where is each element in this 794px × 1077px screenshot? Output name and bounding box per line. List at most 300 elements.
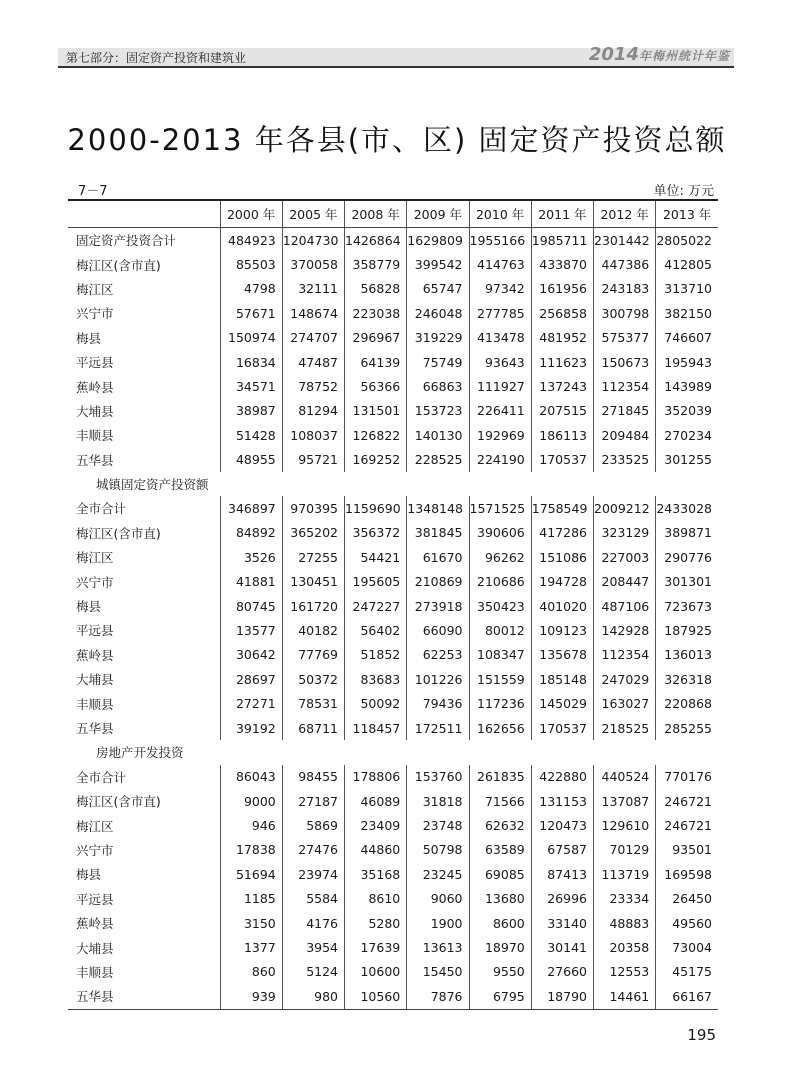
cell-value: 207515: [531, 399, 593, 423]
cell-value: 135678: [531, 643, 593, 667]
table-row: [68, 935, 718, 959]
cell-value: 412805: [656, 252, 718, 276]
cell-value: 399542: [407, 252, 469, 276]
row-label: 梅江区(含市直): [76, 525, 161, 541]
cell-value: 112354: [594, 374, 656, 398]
cell-value: 208447: [594, 569, 656, 593]
table-row: [68, 228, 718, 253]
cell-value: 18790: [531, 984, 593, 1009]
cell-value: 23974: [282, 862, 344, 886]
cell-value: 161956: [531, 277, 593, 301]
cell-value: 62253: [407, 643, 469, 667]
row-label: 全市合计: [76, 501, 127, 517]
cell-value: 1758549: [531, 496, 593, 520]
cell-value: 770176: [656, 765, 718, 789]
cell-value: 246048: [407, 301, 469, 325]
cell-value: 273918: [407, 594, 469, 618]
cell-value: 161720: [282, 594, 344, 618]
unit-label: 单位: 万元: [653, 184, 714, 199]
cell-value: 48883: [594, 911, 656, 935]
cell-value: 226411: [469, 399, 531, 423]
cell-value: 169598: [656, 862, 718, 886]
cell-value: 28697: [220, 667, 282, 691]
cell-value: 1955166: [469, 228, 531, 253]
cell-value: 33140: [531, 911, 593, 935]
cell-value: 54421: [345, 545, 407, 569]
cell-value: 44860: [345, 838, 407, 862]
cell-value: 270234: [656, 423, 718, 447]
cell-value: 27476: [282, 838, 344, 862]
cell-value: 67587: [531, 838, 593, 862]
cell-value: 23748: [407, 813, 469, 837]
row-label: 兴宁市: [76, 574, 114, 590]
cell-value: 301255: [656, 448, 718, 472]
cell-value: 51694: [220, 862, 282, 886]
row-label: 平远县: [76, 355, 114, 371]
cell-value: 69085: [469, 862, 531, 886]
cell-value: 1185: [220, 887, 282, 911]
cell-value: 75749: [407, 350, 469, 374]
column-header-year: 2011 年: [531, 200, 593, 228]
table-row: [68, 691, 718, 715]
cell-value: 31818: [407, 789, 469, 813]
column-header-year: 2000 年: [220, 200, 282, 228]
cell-value: 243183: [594, 277, 656, 301]
cell-value: 5584: [282, 887, 344, 911]
cell-value: 109123: [531, 618, 593, 642]
cell-value: 4176: [282, 911, 344, 935]
page-title: 2000-2013 年各县(市、区) 固定资产投资总额: [67, 123, 727, 157]
cell-value: 170537: [531, 448, 593, 472]
cell-value: 9060: [407, 887, 469, 911]
cell-value: 218525: [594, 716, 656, 740]
cell-value: 126822: [345, 423, 407, 447]
row-label: 兴宁市: [76, 842, 114, 858]
cell-value: 15450: [407, 960, 469, 984]
cell-value: 12553: [594, 960, 656, 984]
cell-value: 192969: [469, 423, 531, 447]
cell-value: 417286: [531, 521, 593, 545]
cell-value: 13680: [469, 887, 531, 911]
cell-value: 401020: [531, 594, 593, 618]
cell-value: 26450: [656, 887, 718, 911]
cell-value: 131153: [531, 789, 593, 813]
cell-value: 285255: [656, 716, 718, 740]
investment-table: [68, 199, 718, 1010]
cell-value: 414763: [469, 252, 531, 276]
cell-value: 277785: [469, 301, 531, 325]
table-row: [68, 813, 718, 837]
cell-value: 86043: [220, 765, 282, 789]
cell-value: 51428: [220, 423, 282, 447]
cell-value: 1571525: [469, 496, 531, 520]
cell-value: 64139: [345, 350, 407, 374]
cell-value: 77769: [282, 643, 344, 667]
row-label: 蕉岭县: [76, 647, 114, 663]
cell-value: 10560: [345, 984, 407, 1009]
column-header-year: 2012 年: [594, 200, 656, 228]
cell-value: 346897: [220, 496, 282, 520]
column-header-year: 2009 年: [407, 200, 469, 228]
table-row: [68, 838, 718, 862]
cell-value: 23245: [407, 862, 469, 886]
cell-value: 433870: [531, 252, 593, 276]
row-label: 全市合计: [76, 769, 127, 785]
cell-value: 4798: [220, 277, 282, 301]
cell-value: 71566: [469, 789, 531, 813]
cell-value: 151559: [469, 667, 531, 691]
row-label: 五华县: [68, 984, 220, 1009]
table-body: [68, 228, 718, 1010]
cell-value: 390606: [469, 521, 531, 545]
cell-value: 66090: [407, 618, 469, 642]
cell-value: 2009212: [594, 496, 656, 520]
cell-value: 27255: [282, 545, 344, 569]
row-label: 兴宁市: [76, 306, 114, 322]
table-header-row: [68, 200, 718, 228]
row-label: 梅江区: [76, 550, 114, 566]
cell-value: 5869: [282, 813, 344, 837]
table-row: [68, 496, 718, 520]
column-header-year: 2008 年: [345, 200, 407, 228]
cell-value: 296967: [345, 326, 407, 350]
cell-value: 575377: [594, 326, 656, 350]
cell-value: 228525: [407, 448, 469, 472]
cell-value: 65747: [407, 277, 469, 301]
cell-value: 95721: [282, 448, 344, 472]
cell-value: 87413: [531, 862, 593, 886]
cell-value: 185148: [531, 667, 593, 691]
cell-value: 178806: [345, 765, 407, 789]
cell-value: 946: [220, 813, 282, 837]
cell-value: 300798: [594, 301, 656, 325]
cell-value: 2433028: [656, 496, 718, 520]
cell-value: 382150: [656, 301, 718, 325]
cell-value: 46089: [345, 789, 407, 813]
cell-value: 440524: [594, 765, 656, 789]
cell-value: 3150: [220, 911, 282, 935]
cell-value: 210686: [469, 569, 531, 593]
cell-value: 370058: [282, 252, 344, 276]
cell-value: 447386: [594, 252, 656, 276]
cell-value: 746607: [656, 326, 718, 350]
cell-value: 326318: [656, 667, 718, 691]
cell-value: 38987: [220, 399, 282, 423]
cell-value: 14461: [594, 984, 656, 1009]
cell-value: 5124: [282, 960, 344, 984]
cell-value: 150673: [594, 350, 656, 374]
cell-value: 131501: [345, 399, 407, 423]
cell-value: 163027: [594, 691, 656, 715]
row-label: 梅县: [76, 599, 102, 615]
cell-value: 130451: [282, 569, 344, 593]
cell-value: 61670: [407, 545, 469, 569]
cell-value: 413478: [469, 326, 531, 350]
cell-value: 96262: [469, 545, 531, 569]
cell-value: 290776: [656, 545, 718, 569]
yearbook-name: [589, 44, 730, 65]
cell-value: 1377: [220, 935, 282, 959]
cell-value: 17639: [345, 935, 407, 959]
yearbook-year: 2014: [588, 44, 639, 65]
row-label: 蕉岭县: [76, 916, 114, 932]
cell-value: 80745: [220, 594, 282, 618]
table-row: [68, 399, 718, 423]
cell-value: 50798: [407, 838, 469, 862]
row-label: 大埔县: [76, 403, 114, 419]
cell-value: 117236: [469, 691, 531, 715]
cell-value: 301301: [656, 569, 718, 593]
cell-value: 13577: [220, 618, 282, 642]
table-row: [68, 326, 718, 350]
cell-value: 352039: [656, 399, 718, 423]
cell-value: 247227: [345, 594, 407, 618]
cell-value: 1159690: [345, 496, 407, 520]
running-header: [58, 44, 734, 68]
table-row: [68, 448, 718, 472]
table-row: [68, 569, 718, 593]
column-header-year: 2005 年: [282, 200, 344, 228]
column-header-label: [68, 200, 220, 228]
table-row: [68, 960, 718, 984]
cell-value: 142928: [594, 618, 656, 642]
cell-value: 150974: [220, 326, 282, 350]
cell-value: 78531: [282, 691, 344, 715]
cell-value: 723673: [656, 594, 718, 618]
table-row: [68, 521, 718, 545]
cell-value: 170537: [531, 716, 593, 740]
cell-value: 256858: [531, 301, 593, 325]
cell-value: 108037: [282, 423, 344, 447]
cell-value: 140130: [407, 423, 469, 447]
row-label: 丰顺县: [76, 428, 114, 444]
cell-value: 151086: [531, 545, 593, 569]
table-row: [68, 862, 718, 886]
cell-value: 137243: [531, 374, 593, 398]
cell-value: 66167: [656, 984, 718, 1009]
row-label: 梅县: [76, 330, 102, 346]
cell-value: 10600: [345, 960, 407, 984]
cell-value: 13613: [407, 935, 469, 959]
section-row: [68, 472, 718, 496]
cell-value: 16834: [220, 350, 282, 374]
row-label: 丰顺县: [76, 696, 114, 712]
cell-value: 195605: [345, 569, 407, 593]
cell-value: 32111: [282, 277, 344, 301]
row-label: 五华县: [76, 721, 114, 736]
table-row: [68, 618, 718, 642]
table-row: [68, 594, 718, 618]
cell-value: 34571: [220, 374, 282, 398]
table-row: [68, 277, 718, 301]
cell-value: 246721: [656, 813, 718, 837]
cell-value: 39192: [220, 716, 282, 740]
cell-value: 187925: [656, 618, 718, 642]
cell-value: 111623: [531, 350, 593, 374]
section-name: 第七部分：固定资产投资和建筑业: [66, 51, 247, 65]
cell-value: 2301442: [594, 228, 656, 253]
cell-value: 83683: [345, 667, 407, 691]
cell-value: 186113: [531, 423, 593, 447]
cell-value: 3526: [220, 545, 282, 569]
cell-value: 319229: [407, 326, 469, 350]
table-row: [68, 789, 718, 813]
cell-value: 129610: [594, 813, 656, 837]
cell-value: 145029: [531, 691, 593, 715]
cell-value: 1348148: [407, 496, 469, 520]
cell-value: 63589: [469, 838, 531, 862]
cell-value: 27660: [531, 960, 593, 984]
row-label: 平远县: [76, 891, 114, 907]
cell-value: 136013: [656, 643, 718, 667]
cell-value: 148674: [282, 301, 344, 325]
row-label: 大埔县: [76, 672, 114, 688]
table-row: [68, 667, 718, 691]
cell-value: 17838: [220, 838, 282, 862]
cell-value: 271845: [594, 399, 656, 423]
cell-value: 50092: [345, 691, 407, 715]
cell-value: 35168: [345, 862, 407, 886]
row-label: 梅江区: [76, 818, 114, 834]
cell-value: 9000: [220, 789, 282, 813]
cell-value: 143989: [656, 374, 718, 398]
cell-value: 223038: [345, 301, 407, 325]
cell-value: 113719: [594, 862, 656, 886]
cell-value: 73004: [656, 935, 718, 959]
cell-value: 481952: [531, 326, 593, 350]
cell-value: 172511: [407, 716, 469, 740]
cell-value: 85503: [220, 252, 282, 276]
cell-value: 9550: [469, 960, 531, 984]
cell-value: 365202: [282, 521, 344, 545]
table-row: [68, 887, 718, 911]
cell-value: 323129: [594, 521, 656, 545]
cell-value: 27187: [282, 789, 344, 813]
cell-value: 970395: [282, 496, 344, 520]
cell-value: 45175: [656, 960, 718, 984]
cell-value: 68711: [282, 716, 344, 740]
table-row: [68, 911, 718, 935]
cell-value: 66863: [407, 374, 469, 398]
cell-value: 50372: [282, 667, 344, 691]
cell-value: 30642: [220, 643, 282, 667]
page-number: 195: [687, 1026, 716, 1044]
row-label: 五华县: [76, 452, 114, 468]
cell-value: 8600: [469, 911, 531, 935]
cell-value: 7876: [407, 984, 469, 1009]
table-row: [68, 350, 718, 374]
cell-value: 56828: [345, 277, 407, 301]
cell-value: 137087: [594, 789, 656, 813]
cell-value: 220868: [656, 691, 718, 715]
cell-value: 20358: [594, 935, 656, 959]
cell-value: 18970: [469, 935, 531, 959]
table-code: 7－7: [78, 184, 108, 199]
cell-value: 93643: [469, 350, 531, 374]
cell-value: 6795: [469, 984, 531, 1009]
cell-value: 381845: [407, 521, 469, 545]
cell-value: 8610: [345, 887, 407, 911]
cell-value: 274707: [282, 326, 344, 350]
table-row: [68, 374, 718, 398]
cell-value: 30141: [531, 935, 593, 959]
row-label: 梅江区(含市直): [76, 794, 161, 810]
cell-value: 41881: [220, 569, 282, 593]
cell-value: 120473: [531, 813, 593, 837]
cell-value: 79436: [407, 691, 469, 715]
cell-value: 57671: [220, 301, 282, 325]
row-label: 梅县: [76, 867, 102, 883]
cell-value: 62632: [469, 813, 531, 837]
row-label: 梅江区(含市直): [76, 257, 161, 273]
cell-value: 153723: [407, 399, 469, 423]
row-label: 蕉岭县: [76, 379, 114, 395]
cell-value: 153760: [407, 765, 469, 789]
cell-value: 247029: [594, 667, 656, 691]
table-row: [68, 765, 718, 789]
cell-value: 49560: [656, 911, 718, 935]
cell-value: 356372: [345, 521, 407, 545]
cell-value: 23409: [345, 813, 407, 837]
cell-value: 84892: [220, 521, 282, 545]
cell-value: 26996: [531, 887, 593, 911]
cell-value: 313710: [656, 277, 718, 301]
cell-value: 169252: [345, 448, 407, 472]
cell-value: 980: [282, 984, 344, 1009]
cell-value: 27271: [220, 691, 282, 715]
column-header-year: 2010 年: [469, 200, 531, 228]
table-row: [68, 643, 718, 667]
cell-value: 23334: [594, 887, 656, 911]
cell-value: 78752: [282, 374, 344, 398]
cell-value: 97342: [469, 277, 531, 301]
section-label: 房地产开发投资: [96, 745, 184, 761]
column-header-year: 2013 年: [656, 200, 718, 228]
cell-value: 108347: [469, 643, 531, 667]
cell-value: 1900: [407, 911, 469, 935]
cell-value: 98455: [282, 765, 344, 789]
table-row: [68, 301, 718, 325]
cell-value: 1629809: [407, 228, 469, 253]
yearbook-title: 年梅州统计年鉴: [638, 49, 730, 63]
cell-value: 70129: [594, 838, 656, 862]
cell-value: 81294: [282, 399, 344, 423]
section-label: 城镇固定资产投资额: [96, 477, 209, 493]
row-label: 大埔县: [76, 940, 114, 956]
cell-value: 80012: [469, 618, 531, 642]
cell-value: 484923: [220, 228, 282, 253]
cell-value: 56366: [345, 374, 407, 398]
row-label: 丰顺县: [76, 964, 114, 980]
cell-value: 224190: [469, 448, 531, 472]
cell-value: 111927: [469, 374, 531, 398]
cell-value: 48955: [220, 448, 282, 472]
cell-value: 860: [220, 960, 282, 984]
cell-value: 162656: [469, 716, 531, 740]
cell-value: 209484: [594, 423, 656, 447]
cell-value: 51852: [345, 643, 407, 667]
cell-value: 1204730: [282, 228, 344, 253]
cell-value: 93501: [656, 838, 718, 862]
cell-value: 195943: [656, 350, 718, 374]
cell-value: 112354: [594, 643, 656, 667]
row-label: 平远县: [76, 623, 114, 639]
row-label: 固定资产投资合计: [76, 233, 177, 249]
table-row: [68, 984, 718, 1009]
cell-value: 227003: [594, 545, 656, 569]
cell-value: 246721: [656, 789, 718, 813]
cell-value: 233525: [594, 448, 656, 472]
